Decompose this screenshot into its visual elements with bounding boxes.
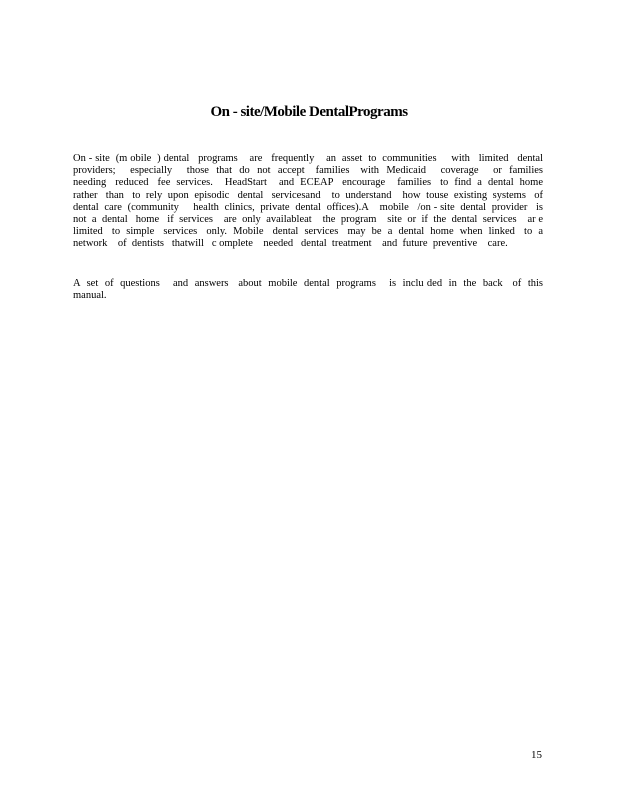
paragraph-line: A set of questions and answers about mobile dental programs is inclu ded in the back of this xyxy=(73,278,543,289)
paragraph-line: manual. xyxy=(73,290,107,302)
paragraph-questions-answers xyxy=(73,278,543,302)
paragraph-line: not a dental home if services are only availableat the program site or if the dental services ar e xyxy=(73,214,543,226)
paragraph-line: rather than to rely upon episodic dental servicesand to understand how touse existing systems of xyxy=(73,189,543,201)
page-title: On - site/Mobile DentalPrograms xyxy=(210,104,408,120)
paragraph-line: network of dentists thatwill c omplete needed dental treatment and future preventive care. xyxy=(73,238,508,250)
paragraph-line: On - site (m obile ) dental programs are frequently an asset to communities with limited dental xyxy=(73,153,543,164)
paragraph-line: limited to simple services only. Mobile dental services may be a dental home when linked to a xyxy=(73,226,543,238)
paragraph-line: needing reduced fee services. HeadStart and ECEAP encourage families to find a dental home xyxy=(73,177,543,189)
page-number: 15 xyxy=(531,749,542,761)
paragraph-line: providers; especially those that do not accept families with Medicaid coverage or families xyxy=(73,165,543,177)
paragraph-line: dental care (community health clinics, private dental offices).A mobile /on - site dental provider is xyxy=(73,201,543,213)
paragraph-mobile-dental-programs xyxy=(73,153,543,251)
